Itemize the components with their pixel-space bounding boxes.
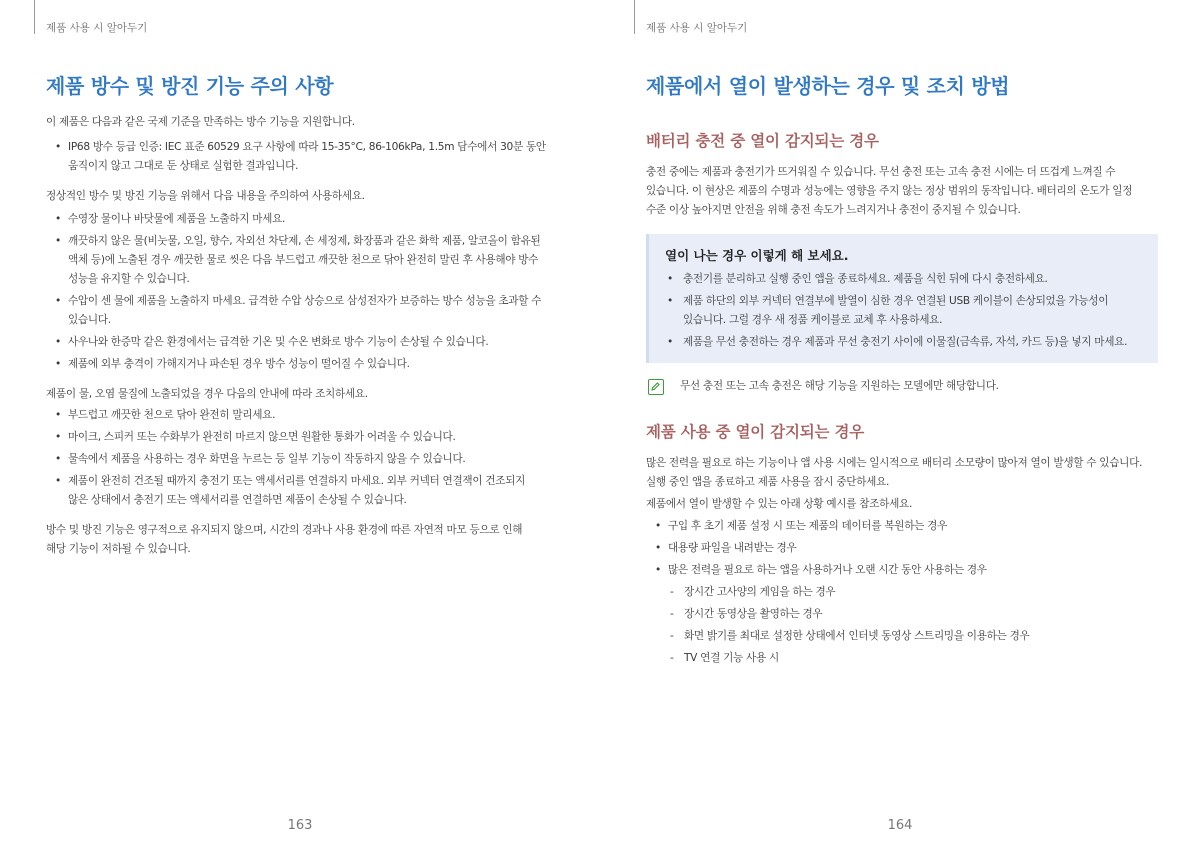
- usage-paragraph: 많은 전력을 필요로 하는 기능이나 앱 사용 시에는 일시적으로 배터리 소모량이 많아져 열이 발생할 수 있습니다. 실행 중인 앱을 종료하고 제품 사용을 잠시 중단하세요.: [646, 457, 1143, 488]
- exposure-list: [46, 406, 554, 510]
- list-item: • 마이크, 스피커 또는 수화부가 완전히 마르지 않으면 원활한 통화가 어려울 수 있습니다.: [55, 431, 456, 443]
- tip-box: [646, 234, 1158, 363]
- list-item: • 제품을 무선 충전하는 경우 제품과 무선 충전기 사이에 이물질(금속류, 자석, 카드 등)을 넣지 마세요.: [667, 336, 1128, 348]
- caution-intro: 정상적인 방수 및 방진 기능을 위해서 다음 내용을 주의하여 사용하세요.: [46, 190, 365, 202]
- list-item: • IP68 방수 등급 인증: IEC 표준 60529 요구 사항에 따라 15-35°C, 86-106kPa, 1.5m 담수에서 30분 동안 움직이지 않고 그대로 둔 상태로 실험한 결과입니다.: [55, 141, 546, 172]
- tip-title: 열이 나는 경우 이렇게 해 보세요.: [665, 248, 849, 263]
- list-item: • 제품에 외부 충격이 가해지거나 파손된 경우 방수 성능이 떨어질 수 있습니다.: [55, 358, 410, 370]
- header-rule: [634, 0, 635, 34]
- sub-list-item: - TV 연결 기능 사용 시: [670, 652, 779, 664]
- list-item: • 제품 하단의 외부 커넥터 연결부에 발열이 심한 경우 연결된 USB 케이블이 손상되었을 가능성이 있습니다. 그럴 경우 새 정품 케이블로 교체 후 사용하세요.: [667, 295, 1109, 326]
- section-heading-charging: 배터리 충전 중 열이 감지되는 경우: [646, 132, 879, 150]
- running-header: 제품 사용 시 알아두기: [646, 22, 748, 34]
- examples-intro: 제품에서 열이 발생할 수 있는 아래 상황 예시를 참조하세요.: [646, 498, 913, 510]
- note-row: [646, 377, 1154, 396]
- note-pencil-icon: [648, 379, 664, 395]
- closing-text: 방수 및 방진 기능은 영구적으로 유지되지 않으며, 시간의 경과나 사용 환경에 따른 자연적 마모 등으로 인해 해당 기능이 저하될 수 있습니다.: [46, 524, 523, 555]
- sub-example-list: [646, 583, 1154, 668]
- page-title: 제품에서 열이 발생하는 경우 및 조치 방법: [646, 74, 1010, 98]
- intro-text: 이 제품은 다음과 같은 국제 기준을 만족하는 방수 기능을 지원합니다.: [46, 116, 355, 128]
- page-title: 제품 방수 및 방진 기능 주의 사항: [46, 74, 334, 98]
- list-item: • 많은 전력을 필요로 하는 앱을 사용하거나 오랜 시간 동안 사용하는 경우: [655, 564, 987, 576]
- list-item: • 물속에서 제품을 사용하는 경우 화면을 누르는 등 일부 기능이 작동하지 않을 수 있습니다.: [55, 453, 466, 465]
- example-list: [646, 517, 1154, 580]
- header-rule: [34, 0, 35, 34]
- list-item: • 사우나와 한증막 같은 환경에서는 급격한 기온 및 수온 변화로 방수 기능이 손상될 수 있습니다.: [55, 336, 489, 348]
- charging-paragraph: 충전 중에는 제품과 충전기가 뜨거워질 수 있습니다. 무선 충전 또는 고속 충전 시에는 더 뜨겁게 느껴질 수 있습니다. 이 현상은 제품의 수명과 성능에는 영향을 주지 않는 정상 범위의 동작입니다. 배터리의 온도가 일정 수준 이상 높아지면 안전을 위해 충전 속도가 느려지거나 충전이 중지될 수 있습니다.: [646, 166, 1133, 216]
- tip-list: [665, 270, 1142, 352]
- list-item: • 깨끗하지 않은 물(비눗물, 오일, 향수, 자외선 차단제, 손 세정제, 화장품과 같은 화학 제품, 알코올이 함유된 액체 등)에 노출된 경우 깨끗한 물로 씻은 다음 부드럽고 깨끗한 천으로 닦아 완전히 말린 후 사용해야 방수 성능을 유지할 수 있습니다.: [55, 235, 541, 285]
- spec-list: [46, 138, 554, 176]
- list-item: • 제품이 완전히 건조될 때까지 충전기 또는 액세서리를 연결하지 마세요. 외부 커넥터 연결잭이 건조되지 않은 상태에서 충전기 또는 액세서리를 연결하면 제품이 손상될 수 있습니다.: [55, 475, 526, 506]
- caution-list: [46, 210, 554, 374]
- exposure-intro: 제품이 물, 오염 물질에 노출되었을 경우 다음의 안내에 따라 조치하세요.: [46, 388, 368, 400]
- right-content: [646, 70, 1154, 671]
- running-header: 제품 사용 시 알아두기: [46, 22, 148, 34]
- list-item: • 구입 후 초기 제품 설정 시 또는 제품의 데이터를 복원하는 경우: [655, 520, 948, 532]
- note-text: 무선 충전 또는 고속 충전은 해당 기능을 지원하는 모델에만 해당합니다.: [680, 380, 999, 392]
- section-heading-usage: 제품 사용 중 열이 감지되는 경우: [646, 423, 865, 441]
- sub-list-item: - 장시간 고사양의 게임을 하는 경우: [670, 586, 836, 598]
- page-number: 163: [287, 818, 313, 833]
- page-number: 164: [887, 818, 913, 833]
- sub-list-item: - 장시간 동영상을 촬영하는 경우: [670, 608, 823, 620]
- list-item: • 수압이 센 물에 제품을 노출하지 마세요. 급격한 수압 상승으로 삼성전자가 보증하는 방수 성능을 초과할 수 있습니다.: [55, 295, 542, 326]
- sub-list-item: - 화면 밝기를 최대로 설정한 상태에서 인터넷 동영상 스트리밍을 이용하는 경우: [670, 630, 1030, 642]
- list-item: • 대용량 파일을 내려받는 경우: [655, 542, 797, 554]
- list-item: • 부드럽고 깨끗한 천으로 닦아 완전히 말리세요.: [55, 409, 276, 421]
- right-page: [600, 0, 1200, 848]
- left-content: [46, 70, 554, 559]
- list-item: • 충전기를 분리하고 실행 중인 앱을 종료하세요. 제품을 식힌 뒤에 다시 충전하세요.: [667, 273, 1048, 285]
- list-item: • 수영장 물이나 바닷물에 제품을 노출하지 마세요.: [55, 213, 286, 225]
